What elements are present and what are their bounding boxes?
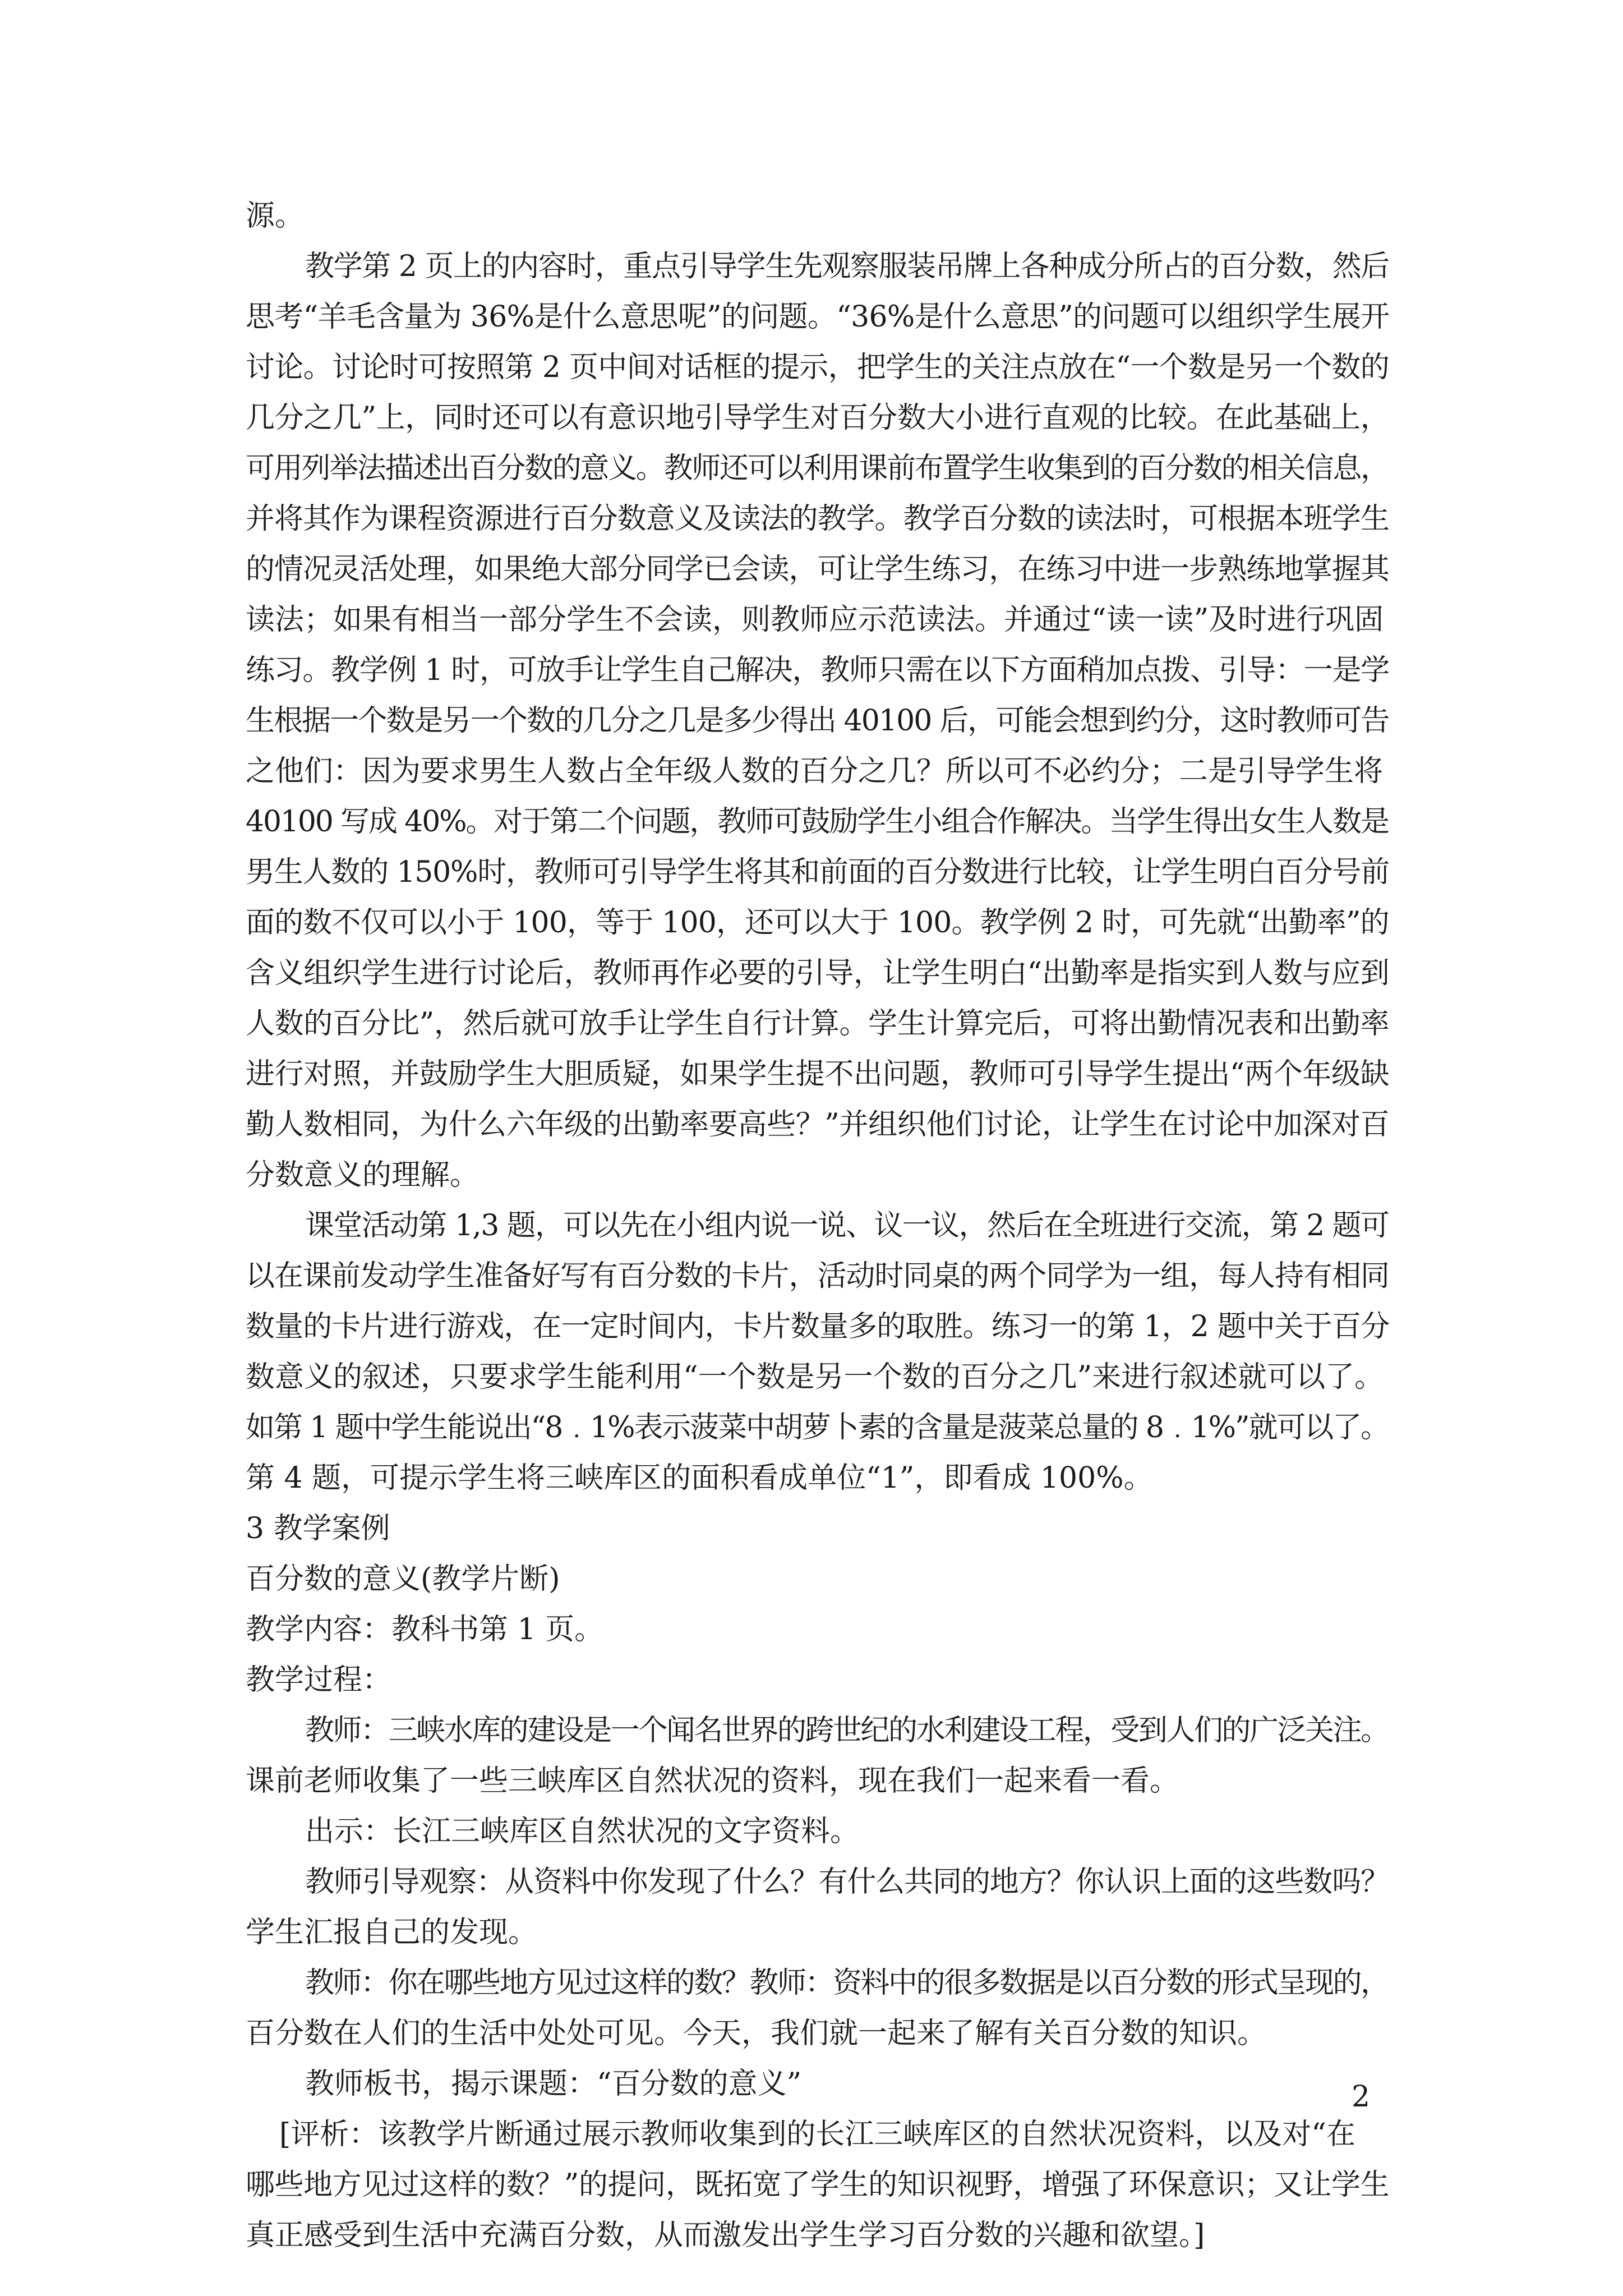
text-line: 百分数在人们的生活中处处可见。今天，我们就一起来了解有关百分数的知识。	[246, 2017, 1267, 2050]
text-line: 教学第 2 页上的内容时，重点引导学生先观察服装吊牌上各种成分所占的百分数，然后	[305, 250, 1389, 283]
text-line: 以在课前发动学生准备好写有百分数的卡片，活动时同桌的两个同学为一组，每人持有相同	[246, 1259, 1389, 1293]
text-line: 第 4 题，可提示学生将三峡库区的面积看成单位“1”，即看成 100%。	[246, 1461, 1153, 1495]
text-line: 哪些地方见过这样的数？”的提问，既拓宽了学生的知识视野，增强了环保意识；又让学生	[246, 2168, 1390, 2202]
paragraph	[246, 2059, 1390, 2109]
text-line: 教学过程：	[246, 1663, 392, 1697]
text-line: 并将其作为课程资源进行百分数意义及读法的教学。教学百分数的读法时，可根据本班学生	[246, 502, 1389, 536]
paragraph	[246, 1554, 1390, 1604]
text-line: 数量的卡片进行游戏，在一定时间内，卡片数量多的取胜。练习一的第 1，2 题中关于百分	[246, 1310, 1390, 1343]
text-line: 教师板书，揭示课题：“百分数的意义”	[305, 2067, 802, 2101]
paragraph	[246, 241, 1390, 1200]
text-line: [评析：该教学片断通过展示教师收集到的长江三峡库区的自然状况资料，以及对“在	[279, 2118, 1355, 2151]
paragraph	[246, 1806, 1390, 1857]
text-line: 源。	[246, 199, 305, 233]
text-line: 40100 写成 40%。对于第二个问题，教师可鼓励学生小组合作解决。当学生得出女生人数是	[246, 805, 1389, 839]
paragraph	[246, 1604, 1390, 1655]
paragraph	[246, 1655, 1390, 1705]
text-line: 如第 1 题中学生能说出“8﹒1%表示菠菜中胡萝卜素的含量是菠菜总量的 8﹒1%”就可以了。	[246, 1411, 1389, 1444]
text-line: 百分数的意义(教学片断)	[246, 1562, 560, 1596]
text-line: 真正感受到生活中充满百分数，从而激发出学生学习百分数的兴趣和欲望。]	[246, 2219, 1205, 2252]
text-line: 生根据一个数是另一个数的几分之几是多少得出 40100 后，可能会想到约分，这时教师可告	[246, 704, 1389, 738]
text-line: 3 教学案例	[246, 1512, 390, 1545]
text-line: 可用列举法描述出百分数的意义。教师还可以利用课前布置学生收集到的百分数的相关信息，	[246, 452, 1389, 485]
text-line: 面的数不仅可以小于 100，等于 100，还可以大于 100。教学例 2 时，可先就“出勤率”的	[246, 906, 1389, 940]
text-line: 几分之几”上，同时还可以有意识地引导学生对百分数大小进行直观的比较。在此基础上，	[246, 401, 1390, 435]
text-line: 教学内容：教科书第 1 页。	[246, 1613, 604, 1646]
text-line: 的情况灵活处理，如果绝大部分同学已会读，可让学生练习，在练习中进一步熟练地掌握其	[246, 553, 1389, 586]
text-line: 教师：三峡水库的建设是一个闻名世界的跨世纪的水利建设工程，受到人们的广泛关注。	[305, 1714, 1389, 1747]
document-body	[246, 191, 1390, 2261]
text-line: 思考“羊毛含量为 36%是什么意思呢”的问题。“36%是什么意思”的问题可以组织学生展开	[246, 300, 1390, 334]
paragraph	[246, 1705, 1390, 1806]
text-line: 人数的百分比”，然后就可放手让学生自行计算。学生计算完后，可将出勤情况表和出勤率	[246, 1007, 1390, 1041]
text-line: 读法；如果有相当一部分学生不会读，则教师应示范读法。并通过“读一读”及时进行巩固	[246, 603, 1384, 637]
paragraph	[246, 191, 1390, 241]
text-line: 教师：你在哪些地方见过这样的数？教师：资料中的很多数据是以百分数的形式呈现的，	[305, 1966, 1389, 2000]
page-number: 2	[1352, 2080, 1371, 2114]
text-line: 分数意义的理解。	[246, 1158, 479, 1192]
text-line: 课前老师收集了一些三峡库区自然状况的资料，现在我们一起来看一看。	[246, 1764, 1179, 1798]
text-line: 课堂活动第 1,3 题，可以先在小组内说一说、议一议，然后在全班进行交流，第 2 题可	[305, 1209, 1389, 1243]
text-line: 含义组织学生进行讨论后，教师再作必要的引导，让学生明白“出勤率是指实到人数与应到	[246, 956, 1390, 990]
paragraph	[246, 1503, 1390, 1554]
text-line: 练习。教学例 1 时，可放手让学生自己解决，教师只需在以下方面稍加点拨、引导：一是学	[246, 654, 1389, 687]
text-line: 勤人数相同，为什么六年级的出勤率要高些？”并组织他们讨论，让学生在讨论中加深对百	[246, 1108, 1390, 1142]
paragraph	[246, 1200, 1390, 1503]
text-line: 数意义的叙述，只要求学生能利用“一个数是另一个数的百分之几”来进行叙述就可以了。	[246, 1360, 1384, 1394]
text-line: 进行对照，并鼓励学生大胆质疑，如果学生提不出问题，教师可引导学生提出“两个年级缺	[246, 1057, 1390, 1091]
text-line: 教师引导观察：从资料中你发现了什么？有什么共同的地方？你认识上面的这些数吗？	[305, 1865, 1389, 1899]
text-line: 讨论。讨论时可按照第 2 页中间对话框的提示，把学生的关注点放在“一个数是另一个数的	[246, 351, 1390, 384]
paragraph	[246, 2109, 1390, 2261]
text-line: 男生人数的 150%时，教师可引导学生将其和前面的百分数进行比较，让学生明白百分号前	[246, 855, 1389, 889]
text-line: 之他们：因为要求男生人数占全年级人数的百分之几？所以可不必约分；二是引导学生将	[246, 754, 1384, 788]
paragraph	[246, 1958, 1390, 2059]
text-line: 学生汇报自己的发现。	[246, 1916, 538, 1949]
paragraph	[246, 1857, 1390, 1958]
text-line: 出示：长江三峡库区自然状况的文字资料。	[305, 1815, 860, 1848]
